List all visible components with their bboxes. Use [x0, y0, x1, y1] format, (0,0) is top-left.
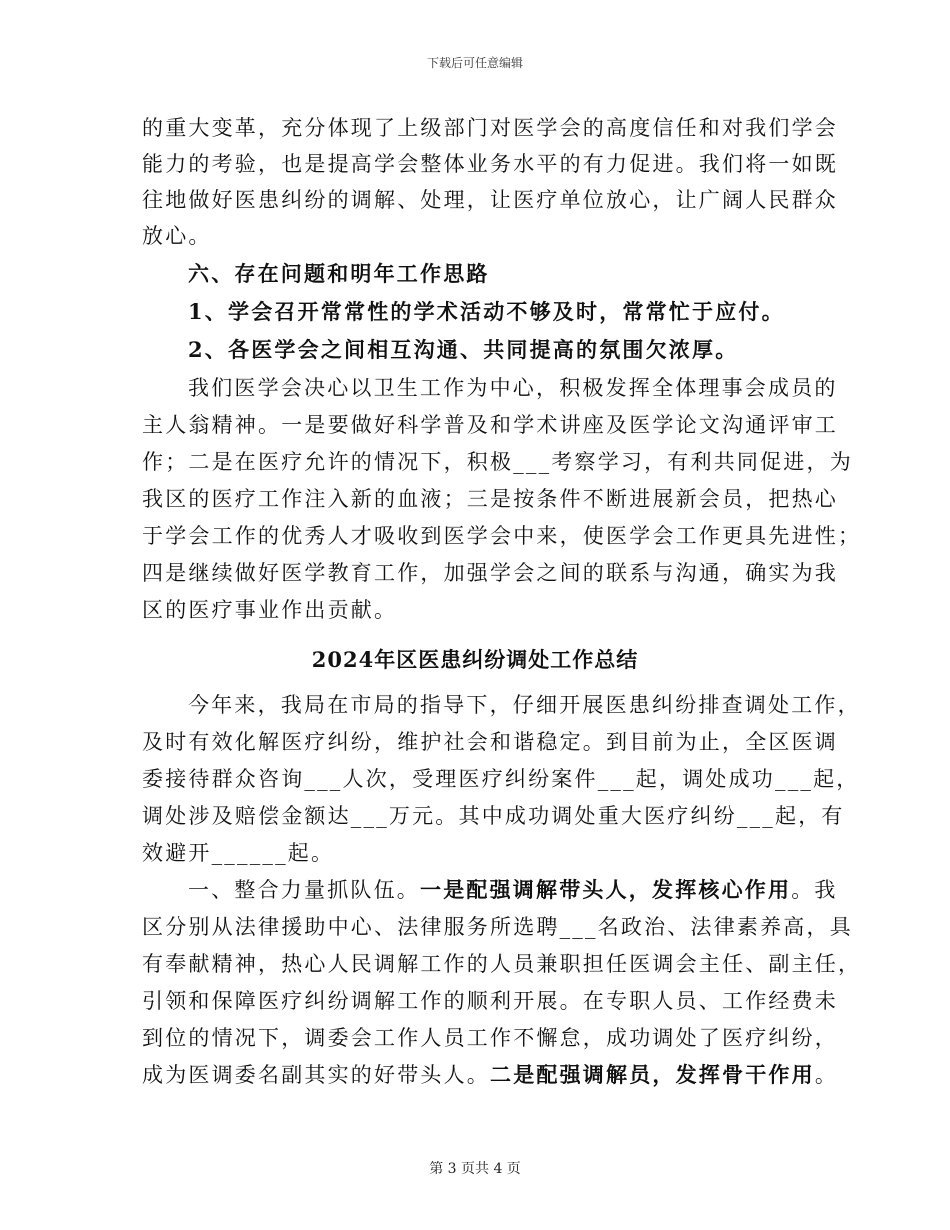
body-line: 及时有效化解医疗纠纷，维护社会和谐稳定。到目前为止，全区医调 [142, 730, 838, 754]
para-tail: 。我 [791, 878, 838, 902]
body-line: 四是继续做好医学教育工作，加强学会之间的联系与沟通，确实为我 [142, 561, 838, 585]
para-lead: 成为医调委名副其实的好带头人。 [142, 1063, 490, 1087]
body-line [188, 876, 838, 904]
body-line: 区分别从法律援助中心、法律服务所选聘___名政治、法律素养高，具 [142, 915, 853, 939]
body-line: 能力的考验，也是提高学会整体业务水平的有力促进。我们将一如既 [142, 152, 838, 176]
body-line: 委接待群众咨询___人次，受理医疗纠纷案件___起，调处成功___起， [142, 767, 860, 791]
bold-point: 一是配强调解带头人，发挥核心作用 [420, 877, 792, 902]
para-lead: 一、整合力量抓队伍。 [188, 878, 420, 902]
body-line: 的重大变革，充分体现了上级部门对医学会的高度信任和对我们学会 [142, 116, 838, 140]
body-line: 作；二是在医疗允许的情况下，积极___考察学习，有利共同促进，为 [142, 450, 853, 474]
body-line: 主人翁精神。一是要做好科学普及和学术讲座及医学论文沟通评审工 [142, 413, 838, 437]
problem-item-2: 2、各医学会之间相互沟通、共同提高的氛围欠浓厚。 [188, 337, 739, 362]
bold-point: 二是配强调解员，发挥骨干作用 [490, 1062, 815, 1087]
body-line: 区的医疗事业作出贡献。 [142, 598, 398, 622]
body-line: 调处涉及赔偿金额达___万元。其中成功调处重大医疗纠纷___起，有 [142, 804, 845, 828]
body-line: 到位的情况下，调委会工作人员工作不懈怠，成功调处了医疗纠纷， [142, 1026, 838, 1050]
para-tail: 。 [814, 1063, 839, 1087]
body-line [142, 1061, 838, 1089]
body-line: 今年来，我局在市局的指导下，仔细开展医患纠纷排查调处工作， [188, 693, 861, 717]
page-header: 下载后可任意编辑 [426, 56, 523, 70]
body-line: 往地做好医患纠纷的调解、处理，让医疗单位放心，让广阔人民群众 [142, 188, 838, 212]
section-heading: 六、存在问题和明年工作思路 [188, 261, 490, 286]
body-line: 我区的医疗工作注入新的血液；三是按条件不断进展新会员，把热心 [142, 487, 838, 511]
body-line: 引领和保障医疗纠纷调解工作的顺利开展。在专职人员、工作经费未 [142, 989, 838, 1013]
body-line: 有奉献精神，热心人民调解工作的人员兼职担任医调会主任、副主任， [142, 952, 862, 976]
section-title: 2024年区医患纠纷调处工作总结 [311, 647, 639, 672]
page-footer: 第 3 页共 4 页 [429, 1161, 521, 1177]
body-line: 效避开______起。 [142, 841, 335, 865]
body-line: 于学会工作的优秀人才吸收到医学会中来，使医学会工作更具先进性； [142, 524, 862, 548]
body-line: 放心。 [142, 224, 212, 248]
problem-item-1: 1、学会召开常常性的学术活动不够及时，常常忙于应付。 [188, 299, 785, 324]
body-line: 我们医学会决心以卫生工作为中心，积极发挥全体理事会成员的 [188, 376, 838, 400]
